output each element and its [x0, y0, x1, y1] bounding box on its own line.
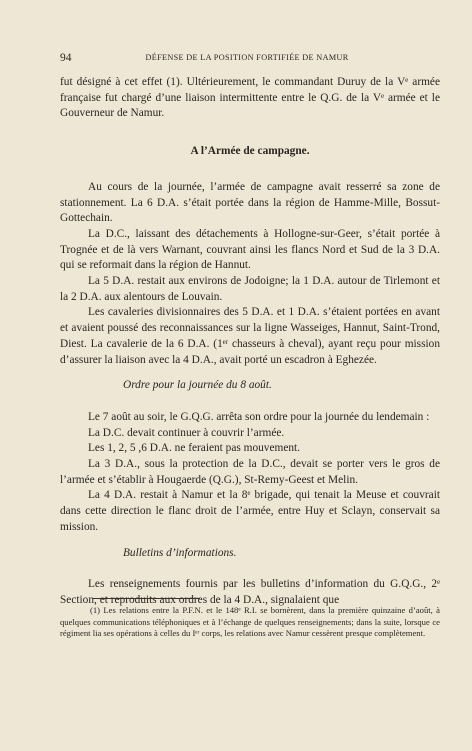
paragraph-intro: fut désigné à cet effet (1). Ultérieurement, le commandant Duruy de la Vᵉ armée française fut chargé d’une liaison intermittente entre le Q.G. de la Vᵉ armée et le Gouverneur de Namur. — [60, 76, 440, 120]
section-heading-armee: A l’Armée de campagne. — [190, 145, 310, 158]
footnote-1: (1) Les relations entre la P.F.N. et le 148ᵉ R.I. se bornèrent, dans la première quinzaine d’août, à quelques communications téléphoniques et à l’échange de quelques renseignements; dans la suite, lorsque ce régiment lia ses opérations à celles du Iᵉʳ corps, les relations avec Namur cessèrent presque complètement. — [60, 605, 440, 639]
paragraph-3da: La 3 D.A., sous la protection de la D.C., devait se porter vers le gros de l’armée et s’établir à Hougaerde (Q.G.), St-Remy-Geest et Melin. — [60, 458, 440, 486]
paragraph-dc-continuer: La D.C. devait continuer à couvrir l’armée. — [88, 426, 285, 439]
paragraph-4da: La 4 D.A. restait à Namur et la 8ᵉ brigade, qui tenait la Meuse et couvrait dans cette direction le flanc droit de l’armée, entre Huy et Sclayn, conservait sa mission. — [60, 489, 440, 533]
paragraph-renseignements: Les renseignements fournis par les bulletins d’information du G.Q.G., 2ᵉ Section, et reproduits aux ordres de la 4 D.A., signalaient que — [60, 578, 440, 606]
footnotes — [60, 605, 440, 640]
paragraph-7aout: Le 7 août au soir, le G.Q.G. arrêta son ordre pour la journée du lendemain : — [88, 410, 430, 423]
paragraph-cours: Au cours de la journée, l’armée de campagne avait resserré sa zone de stationnement. La 6 D.A. s’était portée dans la région de Hamme-Mille, Bossut-Gottechain. — [60, 180, 440, 225]
page-header — [60, 52, 434, 66]
paragraph-5da: La 5 D.A. restait aux environs de Jodoigne; la 1 D.A. autour de Tirlemont et la 2 D.A. aux alentours de Louvain. — [60, 275, 440, 303]
main-text — [60, 75, 440, 609]
footnote-divider — [92, 598, 200, 599]
page-number: 94 — [60, 52, 72, 64]
paragraph-dc: La D.C., laissant des détachements à Hollogne-sur-Geer, s’était portée à Trognée et de là vers Warnant, couvrant ainsi les flancs Nord et Sud de la 3 D.A. qui se reformait dans la région de Hannut. — [60, 227, 440, 272]
subheading-bulletins: Bulletins d’informations. — [123, 546, 237, 559]
paragraph-cavaleries: Les cavaleries divisionnaires des 5 D.A. et 1 D.A. s’étaient portées en avant et avaient poussé des reconnaissances sur la ligne Wasseiges, Hannut, Saint-Trond, Diest. La cavalerie de la 6 D.A. (1ᵉʳ chasseurs à cheval), ayant reçu pour mission d’assurer la liaison avec la 4 D.A., avait porté un escadron à Eghezée. — [60, 306, 440, 366]
subheading-ordre: Ordre pour la journée du 8 août. — [123, 379, 272, 392]
running-title: DÉFENSE DE LA POSITION FORTIFIÉE DE NAMUR — [145, 53, 349, 62]
paragraph-les-da: Les 1, 2, 5 ,6 D.A. ne feraient pas mouvement. — [88, 442, 301, 455]
